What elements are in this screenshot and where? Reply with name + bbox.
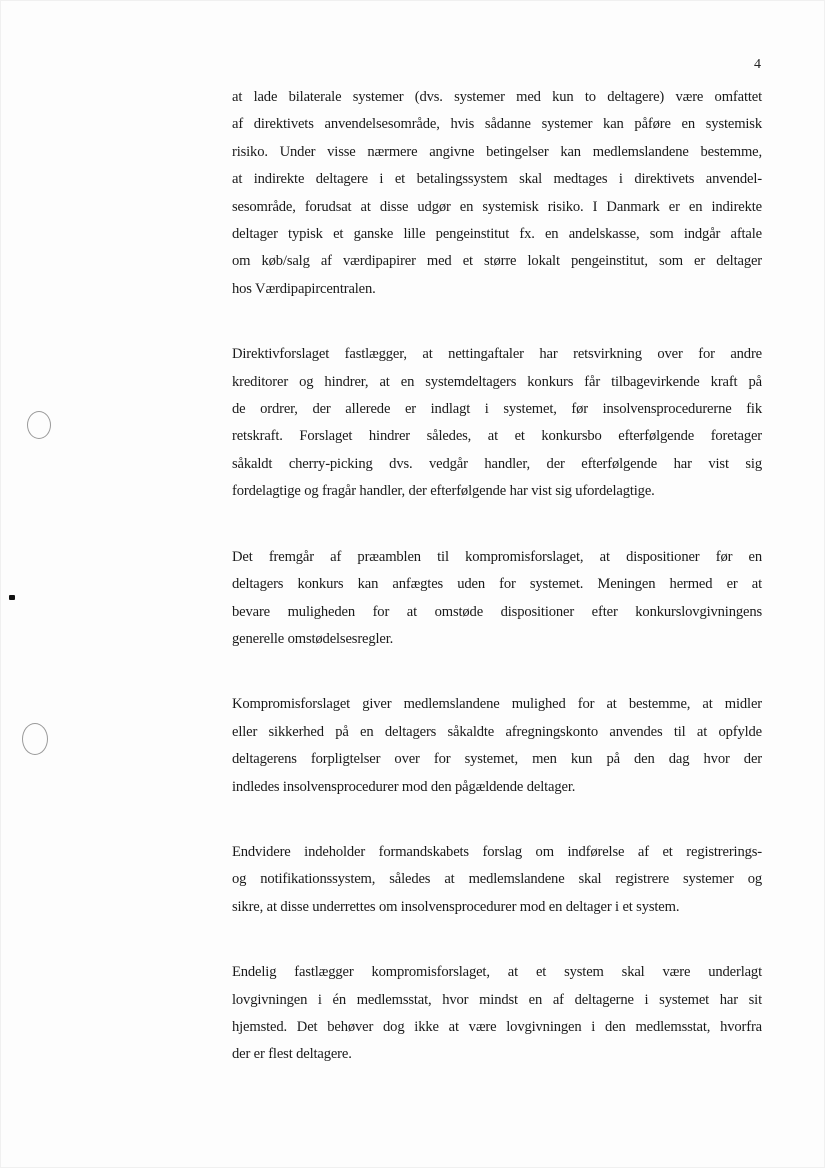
text-line: deltagerens forpligtelser over for systemet, men kun på den dag hvor der bbox=[232, 751, 762, 768]
text-line: generelle omstødelsesregler. bbox=[232, 630, 394, 647]
text-line: retskraft. Forslaget hindrer således, at et konkursbo efterfølgende foretager bbox=[232, 428, 762, 445]
paragraph bbox=[232, 341, 762, 505]
punch-hole-mark bbox=[27, 411, 51, 439]
text-line: hos Værdipapircentralen. bbox=[232, 280, 376, 297]
document-body bbox=[232, 84, 762, 1107]
paragraph bbox=[232, 544, 762, 654]
text-line: eller sikkerhed på en deltagers såkaldte afregningskonto anvendes til at opfylde bbox=[232, 723, 762, 740]
text-line: om køb/salg af værdipapirer med et større lokalt pengeinstitut, som er deltager bbox=[232, 253, 762, 270]
text-line: bevare muligheden for at omstøde dispositioner efter konkurslovgivningens bbox=[232, 603, 762, 620]
text-line: de ordrer, der allerede er indlagt i systemet, før insolvensprocedurerne fik bbox=[232, 401, 762, 418]
text-line: der er flest deltagere. bbox=[232, 1046, 352, 1063]
text-line: at lade bilaterale systemer (dvs. systemer med kun to deltagere) være omfattet bbox=[232, 89, 762, 105]
paragraph bbox=[232, 84, 762, 303]
text-line: at indirekte deltagere i et betalingssystem skal medtages i direktivets anvendel- bbox=[232, 171, 762, 188]
page-number: 4 bbox=[754, 57, 761, 72]
text-line: deltager typisk et ganske lille pengeinstitut fx. en andelskasse, som indgår aftale bbox=[232, 226, 762, 243]
text-line: sikre, at disse underrettes om insolvensprocedurer mod en deltager i et system. bbox=[232, 898, 680, 915]
text-line: Det fremgår af præamblen til kompromisforslaget, at dispositioner før en bbox=[232, 548, 762, 565]
text-line: Kompromisforslaget giver medlemslandene mulighed for at bestemme, at midler bbox=[232, 696, 762, 713]
text-line: indledes insolvensprocedurer mod den pågældende deltager. bbox=[232, 778, 576, 795]
paragraph bbox=[232, 839, 762, 921]
text-line: sesområde, forudsat at disse udgør en systemisk risiko. I Danmark er en indirekte bbox=[232, 198, 762, 215]
text-line: deltagers konkurs kan anfægtes uden for systemet. Meningen hermed er at bbox=[232, 576, 762, 593]
text-line: risiko. Under visse nærmere angivne betingelser kan medlemslandene bestemme, bbox=[232, 143, 762, 160]
text-line: Endvidere indeholder formandskabets forslag om indførelse af et registrerings- bbox=[232, 843, 762, 860]
text-line: Direktivforslaget fastlægger, at nettingaftaler har retsvirkning over for andre bbox=[232, 346, 762, 363]
paragraph bbox=[232, 691, 762, 801]
margin-dot-mark bbox=[9, 595, 15, 600]
text-line: fordelagtige og fragår handler, der efterfølgende har vist sig ufordelagtige. bbox=[232, 483, 655, 500]
text-line: såkaldt cherry-picking dvs. vedgår handler, der efterfølgende har vist sig bbox=[232, 455, 762, 472]
text-line: lovgivningen i én medlemsstat, hvor mindst en af deltagerne i systemet har sit bbox=[232, 991, 762, 1008]
text-line: kreditorer og hindrer, at en systemdeltagers konkurs får tilbagevirkende kraft på bbox=[232, 373, 762, 390]
paragraph bbox=[232, 959, 762, 1069]
text-line: af direktivets anvendelsesområde, hvis sådanne systemer kan påføre en systemisk bbox=[232, 116, 762, 133]
punch-hole-mark bbox=[22, 723, 48, 755]
text-line: Endelig fastlægger kompromisforslaget, at et system skal være underlagt bbox=[232, 964, 762, 981]
text-line: og notifikationssystem, således at medlemslandene skal registrere systemer og bbox=[232, 871, 762, 888]
text-line: hjemsted. Det behøver dog ikke at være lovgivningen i den medlemsstat, hvorfra bbox=[232, 1018, 762, 1035]
